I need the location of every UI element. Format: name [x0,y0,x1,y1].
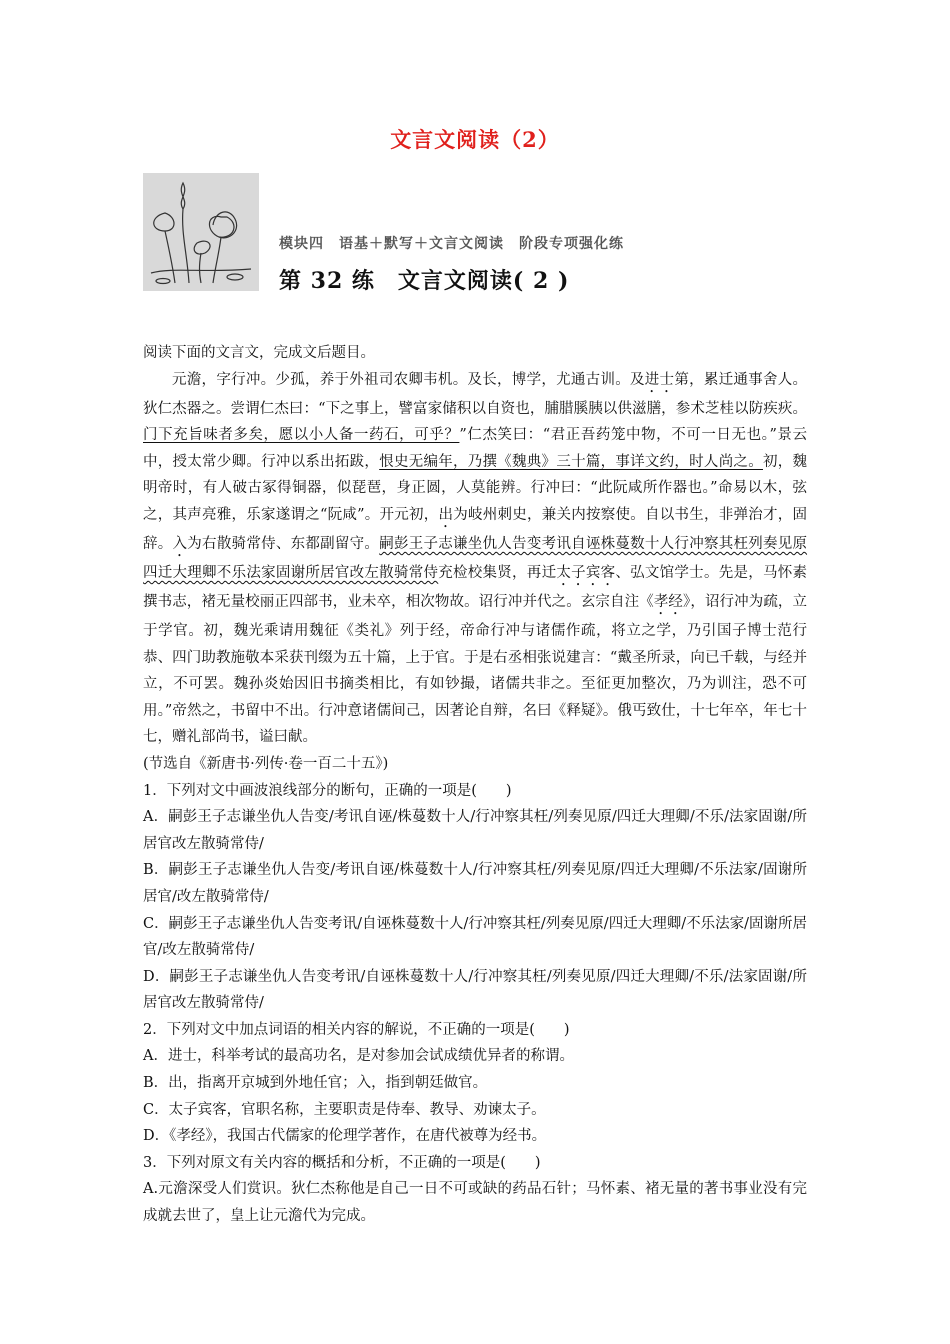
passage-text: 初，魏明帝时，有人破古冢得铜器，似琵琶，身正圆，人莫能辨。行冲曰：“此阮咸所作器也。”命易以木，弦之，其声亮雅，乐家遂谓之“阮咸”。开元初， [143,453,808,523]
question-2-option-d: D．《孝经》，我国古代儒家的伦理学著作，在唐代被尊为经书。 [143,1128,547,1145]
passage-text: ”仁杰笑曰：“君正吾药笼中物，不可一日无也。”景云中，授太常少卿。行冲以系出拓跋， [143,427,807,470]
underlined-sentence-2: 恨史无编年，乃撰《魏典》三十篇，事详文约，时人尚之。 [379,453,763,470]
question-1-option-a: A．嗣彭王子志谦坐仇人告变/考讯自诬/株蔓数十人/行冲察其枉/列奏见原/四迁大理卿/不乐/法家固谢/所居官改左散骑常侍/ [143,809,807,852]
instruction-line: 阅读下面的文言文，完成文后题目。 [143,345,375,361]
underlined-sentence-1: 门下充旨味者多矣，愿以小人备一药石，可乎？ [143,427,460,444]
lesson-title: 第 32 练 文言文阅读( 2 ) [279,268,570,294]
lotus-illustration [143,173,259,291]
question-1-option-d: D．嗣彭王子志谦坐仇人告变考讯/自诬株蔓数十人/行冲察其枉/列奏见原/四迁大理卿/不乐/法家固谢/所居官改左散骑常侍/ [143,968,807,1012]
passage-text: 充检校集贤，再迁 [438,564,557,581]
passage-text: 第，累迁通事舍人。狄仁杰器之。尝谓仁杰曰：“下之事上，譬富家储积以自资也，脯腊膎胰以供滋膳，参术芝桂以防疾疢。 [143,371,808,417]
question-3-option-a: A.元澹深受人们赏识。狄仁杰称他是自己一日不可或缺的药品石针；马怀素、褚无量的著书事业没有完成就去世了，皇上让元澹代为完成。 [143,1181,807,1225]
question-1-stem: 1．下列对文中画波浪线部分的断句，正确的一项是( ) [143,782,512,799]
module-subtitle: 模块四 语基＋默写＋文言文阅读 阶段专项强化练 [279,236,624,252]
dotted-term-ru: 入 [172,535,188,552]
dotted-term-jinshi: 进士 [644,371,675,388]
passage-text: 元澹，字行冲。少孤，养于外祖司农卿韦机。及长，博学，尤通古训。及 [172,371,645,388]
passage-text: 为岐州刺史，兼关内按察使。自以书生，非弹治才，固辞。 [143,506,808,552]
classical-passage [143,367,807,751]
question-2-option-b: B．出，指离开京城到外地任官；入，指到朝廷做官。 [143,1075,488,1092]
passage-text: 为右散骑常侍、东都副留守。 [187,535,380,552]
question-1-option-b: B．嗣彭王子志谦坐仇人告变/考讯自诬/株蔓数十人/行冲察其枉/列奏见原/四迁大理卿/不乐法家/固谢所居官/改左散骑常侍/ [143,862,807,905]
reading-body [143,340,807,1230]
lotus-icon [143,173,259,291]
wavy-underlined-segment: 嗣彭王子志谦坐仇人告变考讯自诬株蔓数十人行冲察其枉列奏见原四迁大理卿不乐法家固谢所居官改左散骑常侍 [143,535,808,581]
question-3-stem: 3．下列对原文有关内容的概括和分析，不正确的一项是( ) [143,1154,541,1171]
passage-text: ，诏行冲为疏，立于学官。初，魏光乘请用魏征《类礼》列于经，帝命行冲与诸儒作疏，将立之学，乃引国子博士范行恭、四门助教施敬本采获刊缀为五十篇，上于官。于是右丞相张说建言：“戴圣所录，向已千载，与经并立，不可罢。魏孙炎始因旧书摘类相比，有如钞撮，诸儒共非之。至征更加整次，乃为训注，恐不可用。”帝然之，书留中不出。行冲意诸儒间己，因著论自辩，名曰《释疑》。俄丐致仕，十七年卒，年七十七，赠礼部尚书，谥曰献。 [143,593,808,746]
dotted-term-xiaojing: 《孝经》 [639,593,691,610]
question-1-option-c: C．嗣彭王子志谦坐仇人告变考讯/自诬株蔓数十人/行冲察其枉/列奏见原/四迁大理卿/不乐法家/固谢所居官/改左散骑常侍/ [143,915,807,959]
question-2-stem: 2．下列对文中加点词语的相关内容的解说，不正确的一项是( ) [143,1021,570,1038]
question-2-option-c: C．太子宾客，官职名称，主要职责是侍奉、教导、劝谏太子。 [143,1101,546,1118]
page-title: 文言文阅读（2） [390,127,560,152]
passage-text: 、弘文馆学士。先是，马怀素撰书志，褚无量校丽正四部书，业未卒，相次物故。诏行冲并代之。玄宗自注 [143,564,808,610]
question-2-option-a: A．进士，科举考试的最高功名，是对参加会试成绩优异者的称谓。 [143,1048,574,1065]
source-citation: (节选自《新唐书·列传·卷一百二十五》) [143,755,389,772]
dotted-term-taizi-binke: 太子宾客 [556,564,616,581]
dotted-term-chu: 出 [438,506,454,523]
section-banner [143,173,808,293]
